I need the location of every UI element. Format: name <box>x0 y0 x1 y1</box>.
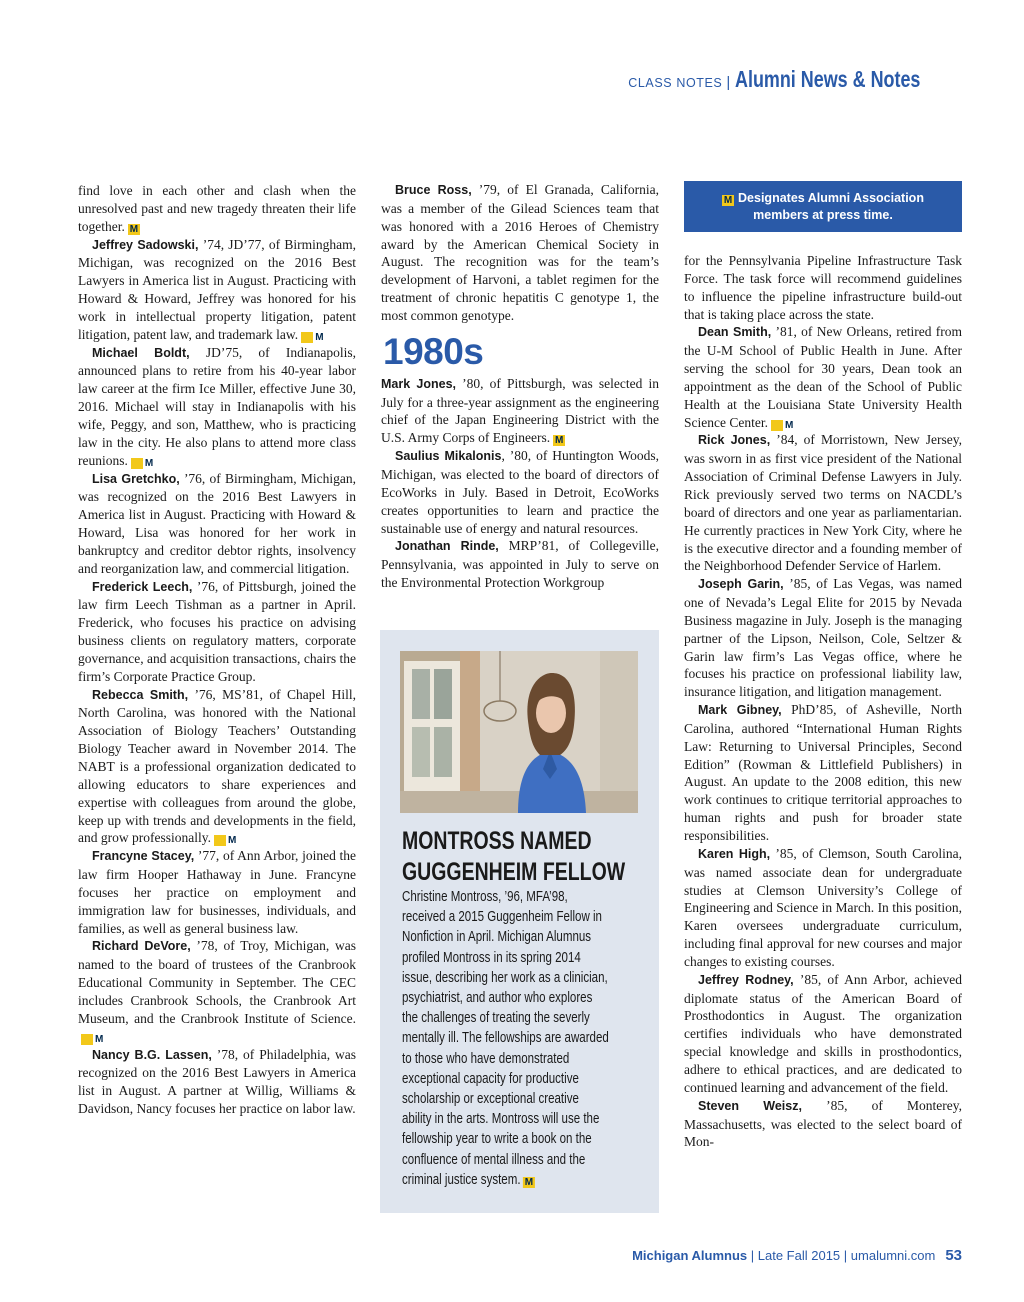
class-note: Francyne Stacey, ’77, of Ann Arbor, joined the law firm Hooper Hathaway in June. Francyne focuses her practice on employment and immigration law for businesses, individuals, and families, as well as general business law. <box>78 848 357 936</box>
alum-name: Jeffrey Sadowski, <box>92 237 199 252</box>
alum-name: Nancy B.G. Lassen, <box>92 1047 212 1062</box>
member-badge-icon: M <box>81 1034 93 1045</box>
alum-name: Dean Smith, <box>698 325 772 340</box>
page-number: 53 <box>945 1247 962 1264</box>
member-badge-icon: M <box>723 194 733 206</box>
class-note: Richard DeVore, ’78, of Troy, Michigan, was named to the board of trustees of the Cranbrook Educational Community in September. The CEC includes Cranbrook Schools, the Cranbrook Art Museum, and the Cranbrook Institute of Science.M <box>78 938 356 1045</box>
class-note: Bruce Ross, ’79, of El Granada, California, was a member of the Gilead Sciences team that was honored with a 2016 Heroes of Chemistry award by the American Chemical Society in August. The recognition was for the team’s development of Harvoni, a tablet regimen for the treatment of chronic hepatitis C genotype 1, the most common genotype. <box>381 182 659 323</box>
section-title: Alumni News & Notes <box>735 66 921 92</box>
footer-site: umalumni.com <box>850 1248 936 1263</box>
header-separator: | <box>726 74 731 91</box>
member-legend <box>684 181 962 232</box>
footer-issue: Late Fall 2015 <box>757 1248 841 1263</box>
alum-name: Mark Jones, <box>381 376 457 391</box>
class-note: Mark Gibney, PhD’85, of Asheville, North Carolina, authored “International Human Rights Law: Returning to Universal Principles, Second Edition” (Rowman & Littlefield Publishers) in August. An update to the 2008 edition, this new work continues to critique territorial approaches to human rights and push for broader state responsibilities. <box>684 702 962 843</box>
alum-name: Francyne Stacey, <box>92 849 195 864</box>
alum-name: Richard DeVore, <box>92 939 191 954</box>
footer-magazine: Michigan Alumnus <box>632 1248 748 1263</box>
alum-name: Rebecca Smith, <box>92 687 189 702</box>
page-footer: Michigan Alumnus | Late Fall 2015 | umalumni.com 53 <box>632 1247 962 1264</box>
class-note: Rick Jones, ’84, of Morristown, New Jersey, was sworn in as first vice president of the National Association of Criminal Defense Lawyers in July. Rick previously served two terms on NACDL’s board of directors and one year as parliamentarian. He currently practices in New York City, where he is the executive director and a founding member of the Neighborhood Defender Service of Harlem. <box>684 432 962 574</box>
class-note: Rebecca Smith, ’76, MS’81, of Chapel Hill, North Carolina, was honored with the National Association of Biology Teachers’ Outstanding Biology Teacher award in November 2014. The NABT is a professional organization dedicated to allowing educators to share experiences and expertise with colleagues from around the globe, keep up with trends and developments in the field, and grow professionally. M <box>78 686 356 847</box>
member-badge-icon: M <box>524 1176 534 1188</box>
member-badge-icon: M <box>301 332 313 343</box>
alum-name: Frederick Leech, <box>92 579 193 594</box>
column-3-intro: for the Pennsylvania Pipeline Infrastructure Task Force. The task force will recommend guidelines to influence the pipeline infrastructure build-out that is taking place across the state. <box>684 253 962 322</box>
alum-name: Mark Gibney, <box>698 703 782 718</box>
class-note: Dean Smith, ’81, of New Orleans, retired from the U-M School of Public Health in June. After serving the school for 30 years, Dean took an appointment as the dean of the School of Public Health at the Louisiana State University Health Science Center. M <box>684 324 962 431</box>
column-1 <box>78 182 356 1118</box>
class-note: Jeffrey Sadowski, ’74, JD’77, of Birmingham, Michigan, was recognized on the 2016 Best Lawyers in America list in August. Practicing with Howard & Howard, Jeffrey was honored for his work in intellectual property litigation, patent litigation, patent law, and trademark law. M <box>78 236 356 343</box>
alum-name: Rick Jones, <box>698 433 771 448</box>
alum-name: Joseph Garin, <box>698 577 784 592</box>
class-note: Jonathan Rinde, MRP’81, of Collegeville, Pennsylvania, was appointed in July to serve on the Environmental Protection Workgroup <box>381 538 659 591</box>
alum-name: Bruce Ross, <box>395 183 472 197</box>
alum-name: Saulius Mikalonis <box>395 449 502 464</box>
section-header <box>628 66 942 93</box>
portrait-photo <box>400 651 638 813</box>
class-note: Karen High, ’85, of Clemson, South Carolina, was named associate dean for undergraduate studies at Clemson University’s College of Engineering and Science in March. In this position, Karen oversees undergraduate curriculum, including final approval for new courses and major changes to existing courses. <box>684 845 962 969</box>
column-1-intro: find love in each other and clash when the unresolved past and new tragedy threaten their life together. M <box>78 183 356 235</box>
alum-name: Jeffrey Rodney, <box>698 972 794 987</box>
alum-name: Michael Boldt, <box>92 345 190 360</box>
class-note: Nancy B.G. Lassen, ’78, of Philadelphia, was recognized on the 2016 Best Lawyers in America list in August. A partner at Willig, Williams & Davidson, Nancy focuses her practice on labor law. <box>78 1046 356 1117</box>
member-badge-icon: M <box>771 420 783 431</box>
portrait-illustration <box>400 651 638 813</box>
decade-heading: 1980s <box>383 330 484 372</box>
class-note: Mark Jones, ’80, of Pittsburgh, was selected in July for a three-year assignment as the engineering chief of the Japan Engineering District with the U.S. Army Corps of Engineers. M <box>381 375 659 447</box>
column-2 <box>381 181 659 592</box>
member-badge-icon: M <box>131 458 143 469</box>
member-badge-icon: M <box>214 835 226 846</box>
member-badge-icon: M <box>554 435 564 447</box>
class-note: Lisa Gretchko, ’76, of Birmingham, Michigan, was recognized on the 2016 Best Lawyers in America list in August. Practicing with Howard & Howard, Lisa was honored for her work in bankruptcy and creditor debtor rights, insolvency and reorganization law, and commercial litigation. <box>78 470 356 576</box>
class-note: Jeffrey Rodney, ’85, of Ann Arbor, achieved diplomate status of the American Board of Prosthodontics in August. The organization certifies individuals who have demonstrated special knowledge and skills in prosthodontics, adhere to ethical practices, and are dedicated to continued learning and advancement of the field. <box>684 971 963 1095</box>
class-note: Joseph Garin, ’85, of Las Vegas, was named one of Nevada’s Legal Elite for 2015 by Nevada Business magazine in July. Joseph is the managing partner of the Lipson, Neilson, Cole, Seltzer & Garin law firm’s Las Vegas office, where he focuses his practice on professional liability law, insurance litigation, and litigation management. <box>684 576 962 700</box>
section-label: CLASS NOTES <box>628 76 723 90</box>
alum-name: Steven Weisz, <box>698 1098 802 1113</box>
legend-line-2: members at press time. <box>753 207 893 222</box>
class-note: Saulius Mikalonis, ’80, of Huntington Woods, Michigan, was elected to the board of directors of EcoWorks in July. Based in Detroit, EcoWorks creates opportunities to learn and practice the sustainable use of energy and natural resources. <box>381 448 659 536</box>
column-3 <box>684 252 962 1151</box>
class-note: Michael Boldt, JD’75, of Indianapolis, announced plans to retire from his 40-year labor law career at the firm Ice Miller, effective June 30, 2016. Michael will stay in Indianapolis with his wife, Peggy, and son, Matthew, who is practicing law in the city. He also plans to attend more class reunions. M <box>78 344 357 469</box>
class-note: Steven Weisz, ’85, of Monterey, Massachusetts, was elected to the select board of Mon- <box>684 1097 962 1150</box>
class-note: Frederick Leech, ’76, of Pittsburgh, joined the law firm Leech Tishman as a partner in April. Frederick, who focuses his practice on advising business clients on regulatory matters, corporate governance, and acquisition transactions, chairs the firm’s Corporate Practice Group. <box>78 578 356 684</box>
feature-sidebar <box>380 630 659 1213</box>
feature-body: Christine Montross, ’96, MFA’98, received a 2015 Guggenheim Fellow in Nonfiction in April. Michigan Alumnus profiled Montross in its spring 2014 issue, describing her work as a clinician, psychiatrist, and author who explores the challenges of treating the severly mentally ill. The fellowships are awarded to those who have demonstrated exceptional capacity for productive scholarship or exceptional creative ability in the arts. Montross will use the fellowship year to write a book on the confluence of mental illness and the criminal justice system. M <box>402 889 609 1188</box>
member-badge-icon: M <box>129 223 139 235</box>
alum-name: Karen High, <box>698 846 771 861</box>
alum-name: Jonathan Rinde, <box>395 539 499 554</box>
alum-name: Lisa Gretchko, <box>92 471 180 486</box>
legend-line-1: M Designates Alumni Association <box>723 190 924 206</box>
feature-headline: MONTROSS NAMED GUGGENHEIM FELLOW <box>402 827 626 886</box>
